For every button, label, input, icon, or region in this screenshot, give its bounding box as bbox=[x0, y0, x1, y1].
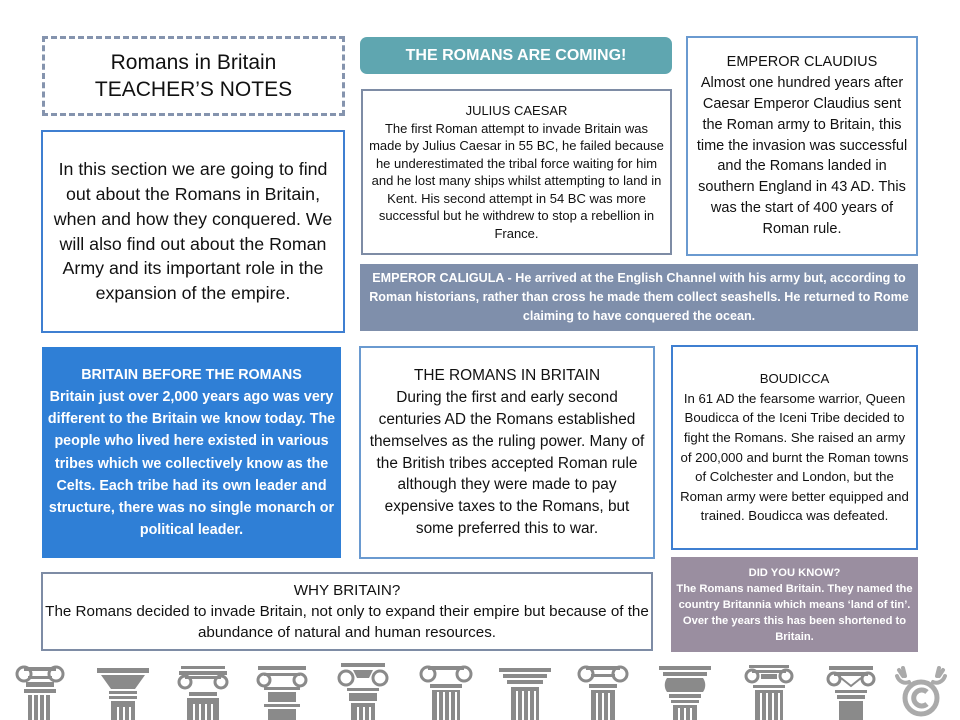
julius-caesar-card bbox=[361, 89, 672, 255]
caesar-text: The first Roman attempt to invade Britain was made by Julius Caesar in 55 BC, he failed because he underestimated the tribal force waiting for him and he lost many ships whilst attempting to land in Kent. His second attempt in 54 BC was more successful but he withdrew to stop a rebellion in France. bbox=[369, 120, 664, 241]
title-line1: Romans in Britain bbox=[110, 51, 277, 74]
boudicca-heading: BOUDICCA bbox=[759, 371, 830, 387]
claudius-heading: EMPEROR CLAUDIUS bbox=[726, 54, 878, 71]
romans-in-britain-card bbox=[359, 346, 655, 559]
intro-card bbox=[41, 130, 345, 333]
ornate-column-icon bbox=[335, 660, 391, 720]
doric-column-icon bbox=[497, 660, 553, 720]
tuscan-column-icon bbox=[657, 660, 713, 720]
emperor-claudius-card bbox=[686, 36, 918, 256]
doric-column-icon bbox=[95, 660, 151, 720]
boudicca-card bbox=[671, 345, 918, 550]
moose-copyright-logo bbox=[893, 660, 949, 720]
before-text: Britain just over 2,000 years ago was very different to the Britain we know today. The people who lived here existed in various tribes which we collectively know as the Celts. Each tribe had its own leader and structure, there was no single monarch or political leader. bbox=[47, 389, 336, 538]
ionic-column-icon bbox=[254, 660, 310, 720]
emperor-caligula-card bbox=[360, 264, 918, 331]
ionic-column-icon bbox=[12, 660, 68, 720]
britain-before-romans-card bbox=[42, 347, 341, 558]
inbritain-heading: THE ROMANS IN BRITAIN bbox=[413, 367, 601, 385]
why-britain-card bbox=[41, 572, 653, 651]
claudius-text: Almost one hundred years after Caesar Emperor Claudius sent the Roman army to Britain, this time the invasion was successful and the Romans landed in southern England in 43 AD. This was the start of 400 years of Roman rule. bbox=[696, 75, 908, 237]
ionic-column-icon bbox=[575, 660, 631, 720]
column-footer bbox=[0, 660, 960, 720]
banner-label: THE ROMANS ARE COMING! bbox=[405, 46, 627, 64]
romans-coming-banner bbox=[360, 37, 672, 74]
inbritain-text: During the first and early second centuries AD the Romans established themselves as the ruling power. Many of the British tribes accepted Roman rule although they were made to pay expensive taxes to the Romans, but some preferred this to war. bbox=[369, 389, 645, 537]
title-line2: TEACHER’S NOTES bbox=[94, 78, 293, 101]
title-box bbox=[42, 36, 345, 116]
why-heading: WHY BRITAIN? bbox=[293, 582, 401, 599]
ornate-column-icon bbox=[823, 660, 879, 720]
dyk-text: The Romans named Britain. They named the country Britannia which means ‘land of tin’. Over the years this has been shortened to Britain. bbox=[676, 582, 913, 643]
boudicca-text: In 61 AD the fearsome warrior, Queen Boudicca of the Iceni Tribe decided to fight the Romans. She raised an army of 200,000 and burnt the Roman towns of Colchester and London, but the Roman army were better equipped and trained. Boudicca was defeated. bbox=[680, 390, 909, 524]
dyk-heading: DID YOU KNOW? bbox=[748, 566, 841, 579]
why-text: The Romans decided to invade Britain, not only to expand their empire but because of the abundance of natural and human resources. bbox=[45, 603, 649, 641]
ionic-column-icon bbox=[741, 660, 797, 720]
ionic-column-icon bbox=[175, 660, 231, 720]
caesar-heading: JULIUS CAESAR bbox=[465, 103, 568, 118]
before-heading: BRITAIN BEFORE THE ROMANS bbox=[81, 367, 302, 384]
caligula-text: EMPEROR CALIGULA - He arrived at the English Channel with his army but, according to Roman historians, rather than cross he made them collect seashells. He returned to Rome claiming to have conquered the ocean. bbox=[369, 271, 909, 323]
did-you-know-card bbox=[671, 557, 918, 652]
ionic-column-icon bbox=[418, 660, 474, 720]
intro-text: In this section we are going to find out about the Romans in Britain, when and how they conquered. We will also find out about the Roman Army and its important role in the expansion of the empire. bbox=[53, 159, 333, 304]
